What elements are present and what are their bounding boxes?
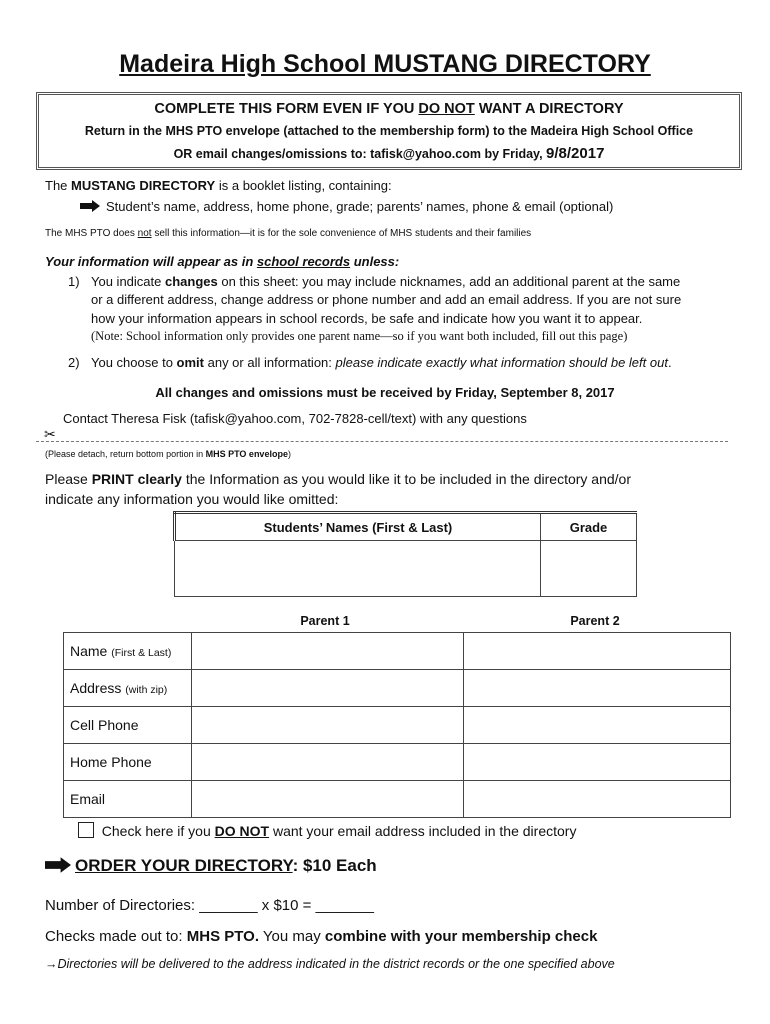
item-1-line-3: how your information appears in school records, be safe and indicate how you want it to appear. xyxy=(91,311,643,326)
item-2-line: You choose to omit any or all information: please indicate exactly what information should be left out. xyxy=(91,355,672,370)
parents-row-name: Name (First & Last) xyxy=(64,633,731,670)
deadline-text: All changes and omissions must be received by Friday, September 8, 2017 xyxy=(155,385,615,400)
parent-2-cell-field[interactable] xyxy=(464,707,731,744)
parents-row-address: Address (with zip) xyxy=(64,670,731,707)
parents-table xyxy=(63,632,731,818)
grade-header: Grade xyxy=(541,513,637,541)
email-optout: Check here if you DO NOT want your email address included in the directory xyxy=(78,822,576,839)
email-optout-checkbox[interactable] xyxy=(78,822,94,838)
parents-row-cell-phone: Cell Phone xyxy=(64,707,731,744)
item-2-number: 2) xyxy=(68,355,80,370)
parents-row-email: Email xyxy=(64,781,731,818)
contents-line: Student’s name, address, home phone, grade; parents’ names, phone & email (optional) xyxy=(80,199,613,214)
students-name-header: Students’ Names (First & Last) xyxy=(175,513,541,541)
item-1-line-1: You indicate changes on this sheet: you may include nicknames, add an additional parent at the same xyxy=(91,274,681,289)
instructions-line-3: OR email changes/omissions to: tafisk@yahoo.com by Friday, 9/8/2017 xyxy=(173,145,605,162)
privacy-note: The MHS PTO does not sell this information—it is for the sole convenience of MHS students and their families xyxy=(45,228,532,239)
parent-2-name-field[interactable] xyxy=(464,633,731,670)
parent-1-name-field[interactable] xyxy=(192,633,464,670)
item-1-line-2: or a different address, change address or phone number and add an email address. If you are not sure xyxy=(91,292,682,307)
page-title: Madeira High School MUSTANG DIRECTORY xyxy=(119,50,651,78)
directory-count-line: Number of Directories: _______ x $10 = _______ xyxy=(45,897,374,914)
parents-row-home-phone: Home Phone xyxy=(64,744,731,781)
parent-2-address-field[interactable] xyxy=(464,670,731,707)
parent-1-home-field[interactable] xyxy=(192,744,464,781)
parent-2-home-field[interactable] xyxy=(464,744,731,781)
parent-1-email-field[interactable] xyxy=(192,781,464,818)
parent-1-header: Parent 1 xyxy=(300,614,350,628)
detach-line xyxy=(36,441,728,442)
parent-1-address-field[interactable] xyxy=(192,670,464,707)
item-1-number: 1) xyxy=(68,274,80,289)
checks-line: Checks made out to: MHS PTO. You may combine with your membership check xyxy=(45,928,598,945)
student-name-field[interactable] xyxy=(175,541,541,597)
due-date: 9/8/2017 xyxy=(546,145,605,162)
parent-1-cell-field[interactable] xyxy=(192,707,464,744)
intro-line: The MUSTANG DIRECTORY is a booklet listing, containing: xyxy=(45,178,392,193)
detach-note: (Please detach, return bottom portion in MHS PTO envelope) xyxy=(45,449,291,459)
arrow-icon: → xyxy=(45,957,58,971)
records-heading: Your information will appear as in school records unless: xyxy=(45,254,400,269)
instructions-box xyxy=(36,92,742,170)
scissors-icon: ✂ xyxy=(44,426,56,442)
instructions-line-2: Return in the MHS PTO envelope (attached to the membership form) to the Madeira High School Office xyxy=(84,124,694,138)
print-instruction-2: indicate any information you would like omitted: xyxy=(45,491,339,507)
item-1-note: (Note: School information only provides one parent name—so if you want both included, fill out this page) xyxy=(91,329,628,343)
parent-2-email-field[interactable] xyxy=(464,781,731,818)
arrow-right-icon xyxy=(45,857,71,873)
parent-2-header: Parent 2 xyxy=(570,614,620,628)
delivery-note: →Directories will be delivered to the address indicated in the district records or the one specified above xyxy=(45,957,615,971)
contact-text: Contact Theresa Fisk (tafisk@yahoo.com, 702-7828-cell/text) with any questions xyxy=(63,411,527,426)
grade-field[interactable] xyxy=(541,541,637,597)
order-heading: ORDER YOUR DIRECTORY: $10 Each xyxy=(45,856,377,876)
arrow-right-icon xyxy=(80,200,100,212)
instructions-line-1: COMPLETE THIS FORM EVEN IF YOU DO NOT WANT A DIRECTORY xyxy=(154,101,624,117)
students-table xyxy=(173,511,637,597)
print-instruction-1: Please PRINT clearly the Information as you would like it to be included in the directory and/or xyxy=(45,471,632,487)
